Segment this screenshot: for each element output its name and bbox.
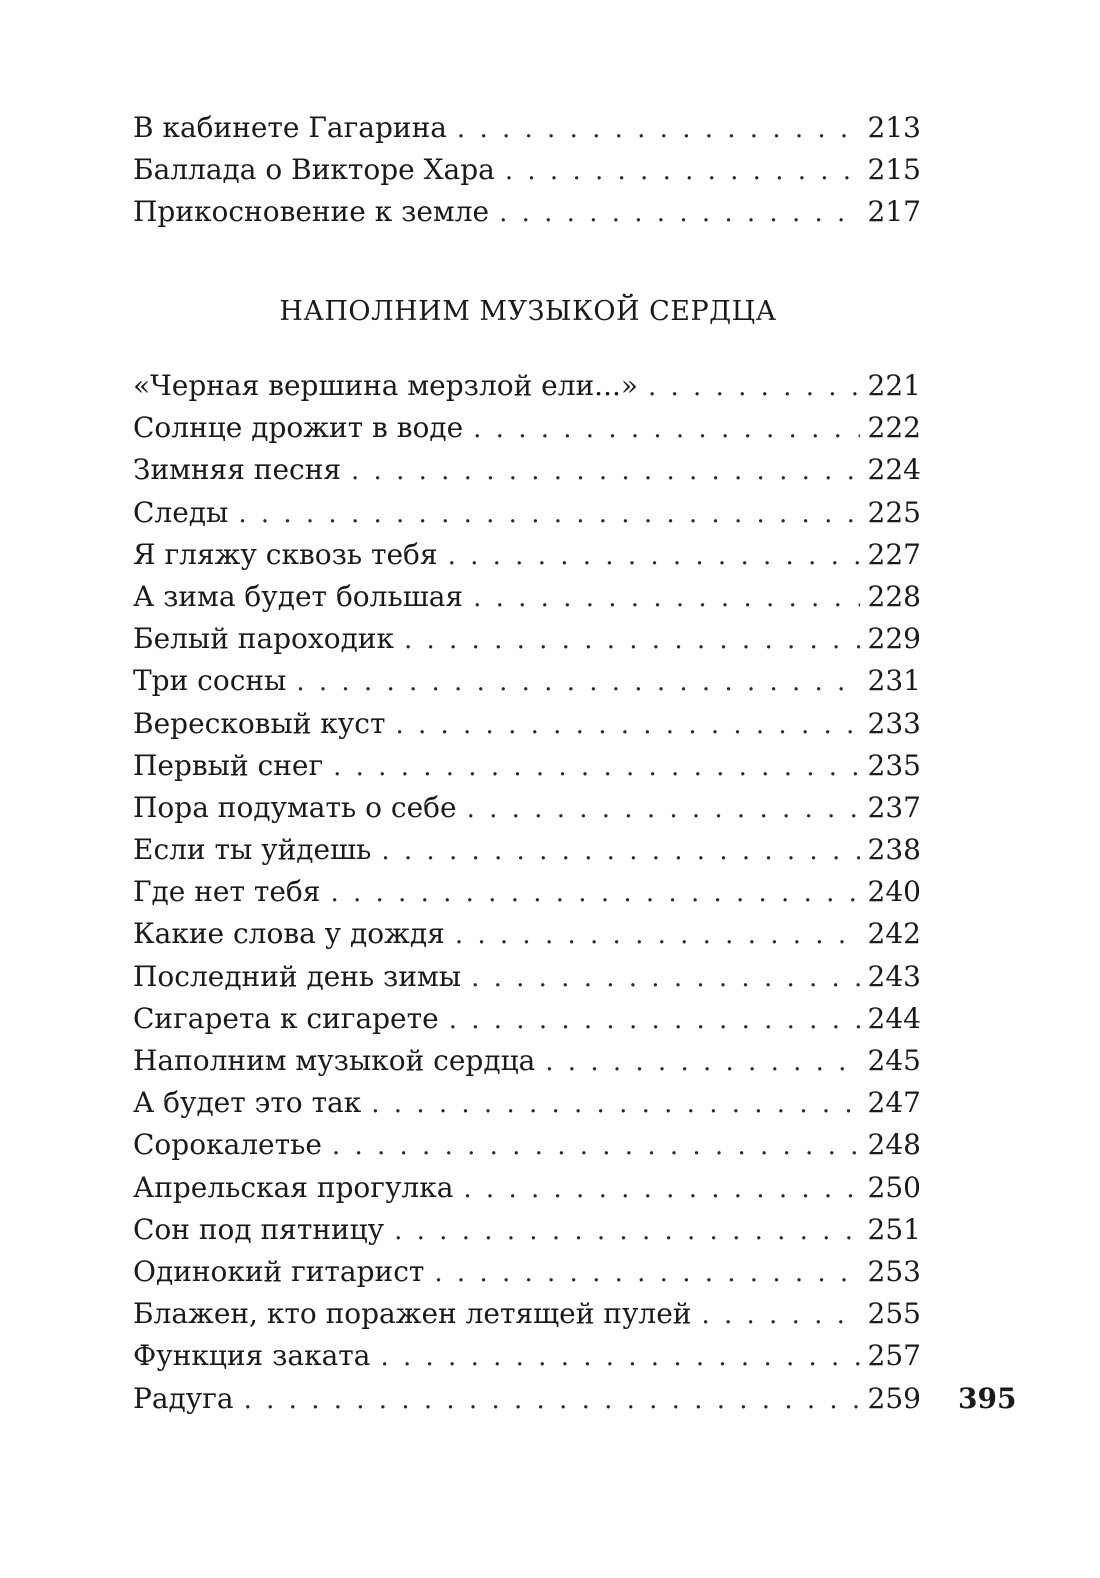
toc-entry-title: Зимняя песня [133,453,342,487]
toc-entry [133,1209,921,1251]
toc-entry [133,913,921,955]
toc-entry-page: 217 [867,195,921,229]
dot-leader [648,366,860,408]
toc-entry-title: Где нет тебя [133,875,321,909]
toc-entry-page: 253 [867,1254,921,1288]
toc-entry-page: 245 [867,1044,921,1077]
toc-entry-title: Сигарета к сигарете [133,1001,439,1035]
toc-entry-title: В кабинете Гагарина [133,111,447,144]
toc-entry-title: «Черная вершина мерзлой ели...» [133,369,638,402]
toc-entry [133,365,921,407]
toc-entry [133,492,921,534]
toc-entry-page: 233 [867,706,921,740]
toc-entry-title: Прикосновение к земле [133,195,490,229]
dot-leader [333,746,859,788]
dot-leader [434,1252,859,1294]
toc-entry-title: Функция заката [133,1339,371,1373]
toc-entry [133,107,921,149]
toc-entry [133,534,921,576]
dot-leader [473,577,859,619]
toc-entry [133,1335,921,1377]
toc-entry [133,149,921,191]
dot-leader [244,1379,860,1421]
toc-entry-page: 228 [867,579,921,613]
toc-entry [133,745,921,787]
dot-leader [296,661,859,703]
toc-entry [133,998,921,1040]
toc-entry-page: 238 [867,833,921,867]
toc-entry [133,871,921,913]
toc-entry-page: 243 [867,959,921,993]
toc-entry-page: 257 [867,1339,921,1373]
toc-entry [133,1082,921,1124]
dot-leader [505,150,860,192]
dot-leader [471,957,859,999]
toc-entry-page: 229 [867,622,921,656]
toc-entry-page: 240 [867,875,921,909]
toc-entry-title: Одинокий гитарист [133,1254,425,1288]
toc-entry [133,576,921,618]
dot-leader [351,450,860,492]
section-heading: НАПОЛНИМ МУЗЫКОЙ СЕРДЦА [279,296,777,327]
toc-entry [133,829,921,871]
toc-entry-title: Какие слова у дождя [133,917,445,951]
toc-entry [133,618,921,660]
dot-leader [463,1168,859,1210]
toc-entry-page: 247 [867,1086,921,1120]
toc-entry-title: Наполним музыкой сердца [133,1044,536,1077]
toc-entry [133,660,921,702]
toc-continued-list [133,107,921,234]
toc-entry [133,956,921,998]
page-number: 395 [958,1382,1017,1415]
dot-leader [380,1336,859,1378]
toc-entry-page: 227 [867,537,921,571]
toc-entry [133,703,921,745]
toc-entry-title: Если ты уйдешь [133,833,372,867]
dot-leader [404,619,860,661]
dot-leader [449,999,860,1041]
toc-entry [133,1040,921,1082]
toc-entry-title: Первый снег [133,748,324,782]
dot-leader [473,408,859,450]
toc-entry-page: 248 [867,1128,921,1162]
dot-leader [701,1294,859,1336]
toc-entry-page: 255 [867,1297,921,1331]
toc-entry-title: Я гляжу сквозь тебя [133,537,438,571]
toc-entry-page: 235 [867,748,921,782]
toc-entry [133,1124,921,1166]
toc-entry-page: 237 [867,790,921,824]
toc-entry-page: 213 [867,111,921,144]
toc-entry-title: Последний день зимы [133,959,462,993]
toc-entry-title: Пора подумать о себе [133,790,457,824]
toc-entry [133,1293,921,1335]
dot-leader [381,830,859,872]
toc-entry-page: 250 [867,1170,921,1204]
dot-leader [238,493,859,535]
dot-leader [371,1083,859,1125]
toc-entry-page: 244 [867,1001,921,1035]
toc-entry-title: Блажен, кто поражен летящей пулей [133,1297,692,1331]
toc-entry-title: Вересковый куст [133,706,386,740]
toc-entry-title: Баллада о Викторе Хара [133,153,495,187]
toc-entry-title: Следы [133,495,229,529]
dot-leader [448,535,860,577]
toc-entry-page: 215 [867,153,921,187]
toc-entry [133,191,921,233]
toc-entry-title: А будет это так [133,1086,362,1120]
dot-leader [455,914,860,956]
dot-leader [499,192,859,234]
toc-entry [133,1378,921,1420]
toc-entry [133,407,921,449]
toc-entry [133,1167,921,1209]
toc-entry-page: 224 [867,453,921,487]
dot-leader [457,108,860,150]
toc-entry-page: 251 [867,1212,921,1246]
dot-leader [394,1210,859,1252]
toc-entry-title: Солнце дрожит в воде [133,411,464,445]
toc-entry-title: Три сосны [133,664,287,698]
toc-entry-page: 242 [867,917,921,951]
dot-leader [395,704,859,746]
toc-entry-title: Апрельская прогулка [133,1170,454,1204]
toc-entry-title: Сорокалетье [133,1128,322,1162]
toc-entry [133,787,921,829]
toc-entry-title: Сон под пятницу [133,1212,385,1246]
toc-entry-title: Белый пароходик [133,622,394,656]
toc-entry-title: А зима будет большая [133,579,464,613]
dot-leader [467,788,860,830]
toc-entry-page: 231 [867,664,921,698]
toc-entry-page: 221 [867,369,921,402]
dot-leader [545,1041,859,1083]
toc-entry-page: 225 [867,495,921,529]
toc-entry-title: Радуга [133,1381,234,1415]
dot-leader [332,1125,860,1167]
toc-entry-page: 222 [867,411,921,445]
toc-entry-page: 259 [867,1381,921,1415]
toc-entry [133,449,921,491]
toc-entry [133,1251,921,1293]
dot-leader [330,872,859,914]
toc-section-list [133,365,921,1420]
